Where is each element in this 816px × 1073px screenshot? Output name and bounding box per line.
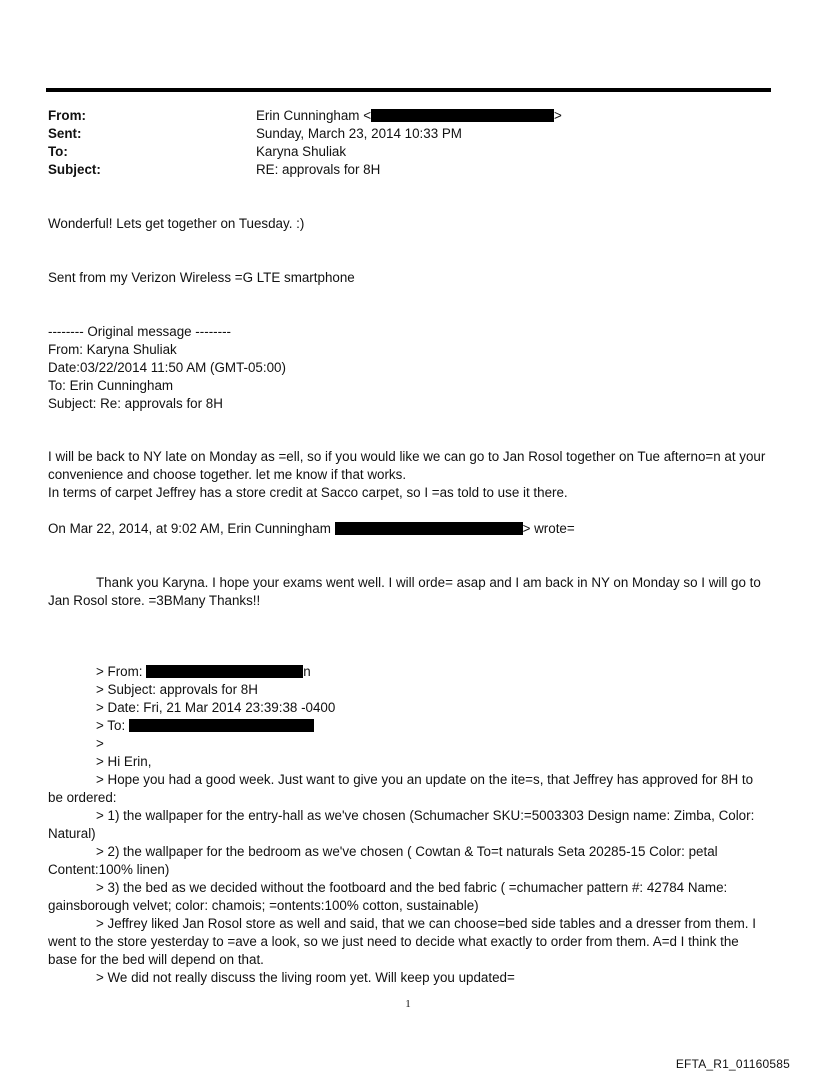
greeting-line: Wonderful! Lets get together on Tuesday. :) — [48, 216, 305, 231]
from-value — [256, 107, 562, 125]
redaction-box — [146, 665, 303, 678]
original-paragraph-1: I will be back to NY late on Monday as =ell, so if you would like we can go to Jan Rosol together on Tue afterno=n at your convenience and choose together. let me know if that works. — [48, 449, 766, 482]
to-row — [48, 143, 748, 161]
reply-paragraph: Thank you Karyna. I hope your exams went well. I will orde= asap and I am back in NY on Monday so I will go to Jan Rosol store. =3BMany Thanks!! — [48, 575, 761, 608]
wrote-suffix: > wrote= — [522, 521, 575, 536]
bates-number: EFTA_R1_01160585 — [675, 1057, 790, 1071]
subject-value: RE: approvals for 8H — [256, 162, 381, 177]
sent-row — [48, 125, 748, 143]
email-header — [48, 107, 748, 179]
quoted-paragraph-2: > 1) the wallpaper for the entry-hall as we've chosen (Schumacher SKU:=5003303 Design name: Zimba, Color: Natural) — [48, 808, 755, 841]
from-close-bracket: > — [554, 108, 562, 123]
quoted-from-label: > From: — [96, 664, 143, 679]
quoted-paragraph-5: > Jeffrey liked Jan Rosol store as well and said, that we can choose=bed side tables and a dresser from them. I went to the store yesterday to =ave a look, so we just need to decide what exactly to order from them. A=d I think the base for the bed will depend on that. — [48, 916, 756, 967]
sent-value: Sunday, March 23, 2014 10:33 PM — [256, 126, 462, 141]
quoted-hi: > Hi Erin, — [96, 754, 152, 769]
wrote-prefix: On Mar 22, 2014, at 9:02 AM, Erin Cunningham — [48, 521, 331, 536]
redaction-box — [371, 109, 554, 122]
to-label: To: — [48, 144, 68, 159]
original-paragraph-2: In terms of carpet Jeffrey has a store credit at Sacco carpet, so I =as told to use it there. — [48, 485, 568, 500]
quoted-from — [48, 663, 770, 681]
original-divider: -------- Original message -------- — [48, 324, 231, 339]
subject-label: Subject: — [48, 162, 101, 177]
from-label: From: — [48, 108, 86, 123]
quoted-paragraph-3: > 2) the wallpaper for the bedroom as we've chosen ( Cowtan & To=t naturals Seta 20285-15 Color: petal Content:100% linen) — [48, 844, 718, 877]
original-to: To: Erin Cunningham — [48, 378, 174, 393]
original-date: Date:03/22/2014 11:50 AM (GMT-05:00) — [48, 360, 286, 375]
redaction-box — [129, 719, 314, 732]
to-value: Karyna Shuliak — [256, 144, 347, 159]
quoted-paragraph-4: > 3) the bed as we decided without the footboard and the bed fabric ( =chumacher pattern #: 42784 Name: gainsborough velvet; color: chamois; =ontents:100% cotton, sustainable) — [48, 880, 728, 913]
quoted-from-tail: n — [303, 664, 311, 679]
quoted-message — [48, 663, 770, 987]
header-rule — [46, 88, 771, 92]
wrote-line — [48, 520, 575, 538]
quoted-paragraph-6: > We did not really discuss the living room yet. Will keep you updated= — [96, 970, 515, 985]
page-number: 1 — [405, 998, 411, 1010]
from-name: Erin Cunningham — [256, 108, 360, 123]
redaction-box — [335, 522, 523, 535]
subject-row — [48, 161, 748, 179]
quoted-date: > Date: Fri, 21 Mar 2014 23:39:38 -0400 — [96, 700, 336, 715]
from-row — [48, 107, 748, 125]
quoted-paragraph-1: > Hope you had a good week. Just want to give you an update on the ite=s, that Jeffrey has approved for 8H to be ordered: — [48, 772, 754, 805]
quoted-to — [48, 717, 770, 735]
from-open-bracket: < — [363, 108, 372, 123]
sent-label: Sent: — [48, 126, 82, 141]
quoted-to-label: > To: — [96, 718, 126, 733]
original-subject: Subject: Re: approvals for 8H — [48, 396, 223, 411]
original-from: From: Karyna Shuliak — [48, 342, 177, 357]
quoted-blank: > — [96, 736, 104, 751]
quoted-subject: > Subject: approvals for 8H — [96, 682, 258, 697]
signature-line: Sent from my Verizon Wireless =G LTE smartphone — [48, 270, 355, 285]
